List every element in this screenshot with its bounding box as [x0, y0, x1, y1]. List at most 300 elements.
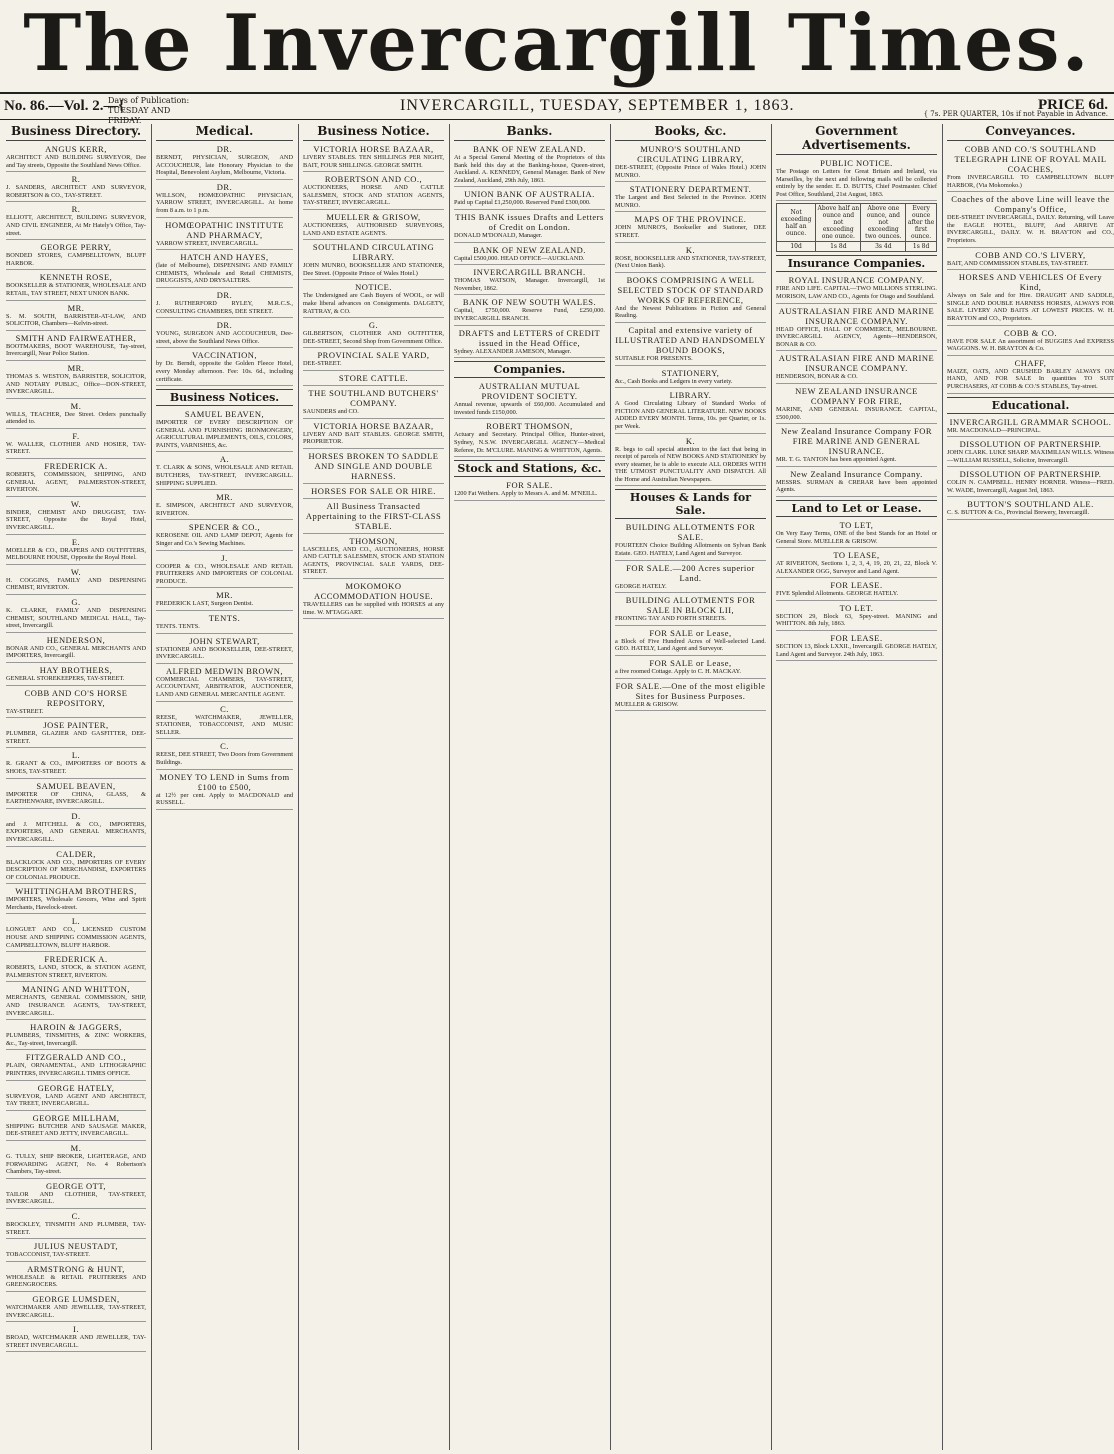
ad-body: Paid up Capital £1,250,000. Reserved Fund £300,000.	[454, 199, 591, 207]
advertisement	[615, 368, 766, 389]
ad-heading: GEORGE OTT,	[45, 1180, 107, 1191]
ad-body: SECTION 29, Block 63, Spey-street. MANING and WHITTON. 8th July, 1863.	[776, 612, 937, 628]
ad-heading: STATIONERY DEPARTMENT.	[629, 184, 752, 195]
ad-body: ARCHITECT AND BUILDING SURVEYOR, Dee and Tay streets, Opposite the Southland News Office.	[6, 154, 146, 169]
advertisement	[156, 144, 293, 180]
ad-heading: AUSTRALIAN MUTUAL PROVIDENT SOCIETY.	[478, 381, 581, 402]
advertisement	[947, 250, 1114, 271]
advertisement	[947, 469, 1114, 497]
ad-heading: TO LET,	[839, 519, 874, 530]
ad-body: FREDERICK LAST, Surgeon Dentist.	[156, 600, 254, 608]
advertisement	[156, 613, 293, 634]
ad-heading: MUELLER & GRISOW,	[326, 211, 421, 222]
section-heading: Companies.	[454, 361, 605, 378]
advertisement	[776, 158, 937, 201]
ad-body: JOHN MUNRO'S, Bookseller and Stationer, DEE STREET.	[615, 224, 766, 239]
column-heading: Business Notice.	[303, 124, 444, 141]
column-1	[2, 124, 150, 1450]
ad-heading: SOUTHLAND CIRCULATING LIBRARY.	[312, 242, 435, 263]
ad-heading: HENDERSON,	[46, 634, 106, 645]
advertisement	[303, 486, 444, 499]
ad-heading: COBB AND CO.'S SOUTHLAND TELEGRAPH LINE OF ROYAL MAIL COACHES,	[954, 144, 1107, 174]
ad-body: BAIT, AND COMMISSION STABLES, TAY-STREET.	[947, 259, 1089, 267]
ad-body: Capital £500,000. HEAD OFFICE—AUCKLAND.	[454, 254, 585, 262]
ad-body: Capital, £750,000. Reserve Fund, £250,000. INVERCARGILL BRANCH.	[454, 307, 605, 322]
ad-body: and J. MITCHELL & CO., IMPORTERS, EXPORTERS, AND GENERAL MERCHANTS, INVERCARGILL.	[6, 820, 146, 843]
advertisement	[6, 431, 146, 459]
column-5	[610, 124, 770, 1450]
section-heading: Insurance Companies.	[776, 255, 937, 272]
ad-heading: R.	[71, 204, 81, 215]
ad-heading: D.	[71, 810, 81, 821]
advertisement	[156, 590, 293, 611]
ad-body: TENTS. TENTS.	[156, 623, 200, 630]
advertisement	[303, 536, 444, 579]
ad-body: REESE, WATCHMAKER, JEWELLER, STATIONER, TOBACCONIST, AND MUSIC SELLER.	[156, 713, 293, 736]
advertisement	[156, 522, 293, 550]
advertisement	[454, 328, 605, 359]
column-heading: Medical.	[156, 124, 293, 141]
advertisement	[6, 1113, 146, 1141]
ad-heading: DRAFTS and LETTERS of CREDIT issued in the Head Office,	[458, 327, 601, 348]
ad-body: Sydney. ALEXANDER JAMESON, Manager.	[454, 347, 572, 355]
ad-body: LASCELLES, AND CO., AUCTIONEERS, HORSE AND CATTLE SALESMEN, STOCK AND STATION AGENTS, PROVINCIAL SALE YARDS, DEE-STREET.	[303, 545, 444, 576]
ad-body: BINDER, CHEMIST AND DRUGGIST, TAY-STREET, Opposite the Royal Hotel, INVERCARGILL.	[6, 508, 146, 532]
ad-heading: ROYAL INSURANCE COMPANY.	[788, 275, 925, 286]
advertisement	[156, 350, 293, 386]
advertisement	[6, 1264, 146, 1292]
advertisement	[454, 189, 605, 210]
ad-heading: BUILDING ALLOTMENTS FOR SALE IN BLOCK LII,	[625, 595, 756, 616]
ad-heading: FOR SALE or Lease,	[649, 658, 732, 669]
ad-heading: UNION BANK OF AUSTRALIA.	[464, 189, 595, 200]
advertisement	[615, 681, 766, 712]
postal-value-cell: 1s 8d	[816, 242, 861, 252]
advertisement	[156, 666, 293, 702]
ad-body: E. SIMPSON, ARCHITECT AND SURVEYOR, RIVERTON.	[156, 502, 293, 517]
advertisement	[303, 282, 444, 318]
section-heading: Business Notices.	[156, 389, 293, 406]
ad-heading: FREDERICK A.	[44, 954, 108, 965]
ad-heading: THOMSON,	[349, 535, 398, 546]
ad-heading: FOR SALE.—One of the most eligible Sites for Business Purposes.	[615, 680, 766, 701]
newspaper-title: The Invercargill Times.	[23, 0, 1091, 89]
issue-date: INVERCARGILL, TUESDAY, SEPTEMBER 1, 1863.	[400, 97, 795, 114]
ad-body: IMPORTERS, Wholesale Grocers, Wine and Spirit Merchants, Havelock-street.	[6, 896, 146, 911]
dateline-bar	[0, 92, 1114, 125]
advertisement	[947, 194, 1114, 247]
ad-heading: VICTORIA HORSE BAZAAR,	[313, 420, 434, 431]
ad-body: COLIN N. CAMPBELL. HENRY HORNER. Witness—FRED. W. WADE, Invercargill, August 3rd, 1863.	[947, 479, 1114, 494]
ad-heading: F.	[72, 430, 80, 441]
postal-header-cell: Every ounce after the first ounce.	[906, 204, 937, 242]
ad-body: COMMERCIAL CHAMBERS, TAY-STREET, ACCOUNTANT, ARBITRATOR, AUCTIONEER, LAND AND GENERAL MERCANTILE AGENT.	[156, 675, 293, 698]
ad-body: AT RIVERTON, Sections 1, 2, 3, 4, 19, 20, 21, 22, Block V. ALEXANDER OGG, Surveyor and Land Agent.	[776, 560, 937, 575]
ad-body: DEE-STREET INVERCARGILL, DAILY. Returning, will Leave the EAGLE HOTEL, BLUFF, And ARRIVE AT INVERCARGILL, DAILY. W. H. BRAYTON and CO., Proprietors.	[947, 214, 1114, 244]
ad-heading: New Zealand Insurance Company FOR FIRE MARINE AND GENERAL INSURANCE.	[780, 426, 933, 457]
ad-heading: MOKOMOKO ACCOMMODATION HOUSE.	[313, 581, 434, 602]
issue-number: No. 86.—Vol. 2.—{	[4, 98, 125, 114]
ad-body: DEE-STREET, (Opposite Prince of Wales Hotel.) JOHN MUNRO.	[615, 164, 766, 179]
ad-heading: KENNETH ROSE,	[39, 272, 113, 283]
ad-body: SURVEYOR, LAND AGENT AND ARCHITECT, TAY TREET, INVERCARGILL.	[6, 1092, 146, 1108]
ad-body: FIRE AND LIFE. CAPITAL—TWO MILLIONS STERLING. MORISON, LAW AND CO., Agents for Otago and Southland.	[776, 285, 937, 300]
ad-body: BONDED STORES, CAMPBELLTOWN, BLUFF HARBOR.	[6, 252, 146, 267]
column-4	[449, 124, 609, 1450]
advertisement	[6, 1052, 146, 1080]
advertisement	[776, 426, 937, 467]
advertisement	[454, 421, 605, 457]
ad-body: PLUMBERS, TINSMITHS, & ZINC WORKERS, &c., Tay-street, Invercargill.	[6, 1032, 146, 1047]
ad-body: HENDERSON, BONAR & CO.	[776, 373, 858, 381]
ad-heading: JULIUS NEUSTADT,	[33, 1241, 119, 1252]
ad-body: a five roomed Cottage. Apply to C. H. MACKAY.	[615, 668, 741, 676]
advertisement	[156, 290, 293, 318]
ad-body: MOELLER & CO., DRAPERS AND OUTFITTERS, MELBOURNE HOUSE, Opposite the Royal Hotel.	[6, 546, 146, 562]
ad-body: by Dr. Berndt, opposite the Golden Fleece Hotel, every Monday afternoon. Fee: 10s. 6d., including certificate.	[156, 360, 293, 383]
ad-heading: GEORGE HATELY,	[37, 1082, 115, 1093]
advertisement	[303, 421, 444, 449]
ad-body: T. CLARK & SONS, WHOLESALE AND RETAIL BUTCHERS, TAY-STREET, INVERCARGILL. SHIPPING SUPPLIED.	[156, 464, 293, 487]
advertisement	[156, 454, 293, 490]
postal-value-cell: 3s 4d	[861, 242, 906, 252]
advertisement	[156, 636, 293, 664]
advertisement	[776, 353, 937, 384]
column-7	[942, 124, 1114, 1450]
ad-heading: HAY BROTHERS,	[39, 664, 113, 675]
ad-body: YOUNG, SURGEON AND ACCOUCHEUR, Dee-street, above the Southland News Office.	[156, 330, 293, 345]
column-heading: Banks.	[454, 124, 605, 141]
ad-heading: GEORGE PERRY,	[40, 242, 112, 253]
ad-heading: MR.	[67, 302, 85, 313]
advertisement	[6, 688, 146, 719]
column-2	[151, 124, 297, 1450]
advertisement	[776, 603, 937, 631]
ad-heading: MUNRO'S SOUTHLAND CIRCULATING LIBRARY,	[637, 144, 744, 164]
advertisement	[303, 174, 444, 210]
ad-heading: COBB & CO.	[1004, 327, 1057, 338]
advertisement	[776, 306, 937, 352]
advertisement	[615, 628, 766, 656]
advertisement	[615, 436, 766, 487]
advertisement	[6, 537, 146, 565]
advertisement	[947, 499, 1114, 520]
ad-heading: L.	[71, 916, 81, 927]
advertisement	[776, 469, 937, 497]
ad-heading: K.	[685, 244, 696, 255]
ad-heading: DISSOLUTION OF PARTNERSHIP.	[959, 469, 1102, 480]
postal-rate-table	[776, 203, 937, 252]
advertisement	[615, 390, 766, 433]
ad-heading: DISSOLUTION OF PARTNERSHIP.	[959, 439, 1102, 450]
ad-heading: BUILDING ALLOTMENTS FOR SALE.	[625, 522, 756, 543]
ad-heading: HORSES BROKEN TO SADDLE AND SINGLE AND DOUBLE HARNESS.	[308, 450, 439, 481]
ad-heading: MR.	[67, 362, 85, 373]
ad-body: GENERAL STOREKEEPERS, TAY-STREET.	[6, 674, 125, 682]
advertisement	[6, 461, 146, 497]
ad-body: AUCTIONEERS, AUTHORISED SURVEYORS, LAND AND ESTATE AGENTS.	[303, 221, 444, 237]
ad-body: ELLIOTT, ARCHITECT, BUILDING SURVEYOR, AND CIVIL ENGINEER, At Mr Hately's Office, Tay-street.	[6, 214, 146, 237]
ad-heading: W.	[70, 566, 82, 577]
ad-body: On Very Easy Terms, ONE of the best Stands for an Hotel or General Store. MUELLER & GRISOW.	[776, 529, 937, 545]
ad-heading: MONEY TO LEND in Sums from £100 to £500,	[159, 771, 290, 792]
ad-heading: G.	[368, 320, 379, 331]
ad-body: COOPER & CO., WHOLESALE AND RETAIL FRUITERERS AND IMPORTERS OF COLONIAL PRODUCE.	[156, 562, 293, 585]
ad-body: BROCKLEY, TINSMITH AND PLUMBER, TAY-STREET.	[6, 1220, 146, 1236]
ad-heading: C.	[220, 703, 229, 714]
ad-heading: PUBLIC NOTICE.	[820, 158, 893, 168]
ad-body: The Postage on Letters for Great Britain and Ireland, via Marseilles, by the next and following mails will be collected entirely by the sender. E. D. BUTTS, Chief Postmaster. Chief Post Office, Southland, 21st August, 1863.	[776, 168, 937, 198]
advertisement	[6, 916, 146, 952]
ad-body: MAIZE, OATS, AND CRUSHED BARLEY ALWAYS ON HAND, AND FOR SALE In quantities TO SUIT PURCHASERS, AT COBB & CO.'S STABLES, Tay-street.	[947, 367, 1114, 390]
advertisement	[6, 750, 146, 778]
ad-heading: INVERCARGILL BRANCH.	[473, 267, 586, 278]
advertisement	[947, 417, 1114, 438]
ad-heading: COBB AND CO.'S LIVERY,	[975, 249, 1086, 260]
advertisement	[6, 849, 146, 885]
postal-header-cell: Above half an ounce and not exceeding one ounce.	[817, 205, 860, 241]
ad-heading: JOHN STEWART,	[189, 635, 260, 646]
ad-body: DEE-STREET.	[303, 360, 342, 368]
ad-body: SECTION 13, Block LXXII., Invercargill. GEORGE HATELY, Land Agent and Surveyor. 24th July, 1863.	[776, 643, 937, 658]
advertisement	[156, 220, 293, 251]
advertisement	[303, 320, 444, 348]
advertisement	[303, 373, 444, 386]
advertisement	[6, 144, 146, 172]
ad-body: J. RUTHERFORD RYLEY, M.R.C.S., CONSULTING CHAMBERS, DEE STREET.	[156, 299, 293, 315]
ad-heading: BANK OF NEW ZEALAND.	[473, 144, 586, 154]
advertisement	[6, 635, 146, 663]
advertisement	[6, 954, 146, 982]
ad-body: And the Newest Publications in Fiction and General Reading.	[615, 304, 766, 320]
ad-heading: FOR LEASE.	[830, 580, 883, 591]
ad-body: Actuary and Secretary. Principal Office, Hunter-street, Sydney, N.S.W. INVERCARGILL AGENCY—Medical Referee, Dr. M'CLURE. MANING & WHITTON, Agents.	[454, 431, 605, 454]
ad-body: IMPORTER OF EVERY DESCRIPTION OF GENERAL AND FURNISHING IRONMONGERY, AGRICULTURAL IMPLEMENTS, OILS, COLORS, PAINTS, VARNISHES, &c.	[156, 419, 293, 449]
advertisement	[776, 520, 937, 548]
ad-heading: ANGUS KERR,	[45, 144, 107, 154]
price: PRICE 6d.	[1037, 97, 1108, 113]
ad-body: BONAR AND CO., GENERAL MERCHANTS AND IMPORTERS, Invercargill.	[6, 644, 146, 660]
ad-heading: DR.	[216, 144, 233, 154]
ad-body: R. begs to call special attention to the fact that being in receipt of parcels of NEW BOOKS AND STATIONERY by every steamer, he is able to execute ALL ORDERS WITH THE UTMOST PUNCTUALITY AND DISPATCH. All the Home and Australian Newspapers.	[615, 445, 766, 483]
ad-heading: TENTS.	[208, 613, 241, 623]
ad-heading: R.	[71, 174, 81, 185]
ad-body: a Block of Five Hundred Acres of Well-selected Land. GEO. HATELY, Land Agent and Surveyor.	[615, 637, 766, 653]
advertisement	[6, 499, 146, 535]
advertisement	[156, 492, 293, 520]
advertisement	[156, 553, 293, 589]
masthead	[0, 0, 1114, 88]
ad-body: MESSRS. SURMAN & CRERAR have been appointed Agents.	[776, 478, 937, 494]
section-heading: Educational.	[947, 397, 1114, 414]
ad-body: J. SANDERS, ARCHITECT AND SURVEYOR, ROBERTSON & CO., TAY-STREET.	[6, 184, 146, 199]
advertisement	[6, 1211, 146, 1239]
ad-body: MR. T. G. TANTON has been appointed Agent.	[776, 456, 897, 464]
column-heading: Books, &c.	[615, 124, 766, 141]
ad-body: BLACKLOCK AND CO., IMPORTERS OF EVERY DESCRIPTION OF MERCHANDISE, EXPORTERS OF COLONIAL PRODUCE.	[6, 858, 146, 881]
ad-heading: SAMUEL BEAVEN,	[184, 409, 265, 420]
ad-body: PLUMBER, GLAZIER AND GASFITTER, DEE-STREET.	[6, 730, 146, 745]
publication-days: Days of Publication: TUESDAY AND FRIDAY.	[108, 96, 190, 125]
ad-body: &c., Cash Books and Ledgers in every variety.	[615, 377, 733, 385]
advertisement	[156, 772, 293, 810]
ad-heading: C.	[220, 741, 229, 752]
ad-body: THOMAS S. WESTON, BARRISTER, SOLICITOR, AND NOTARY PUBLIC, Office—DON-STREET, INVERCARGILL.	[6, 372, 146, 396]
ad-body: Annual revenue, upwards of £60,000. Accumulated and invested funds £150,000.	[454, 401, 605, 416]
ad-heading: STATIONERY,	[661, 367, 720, 378]
advertisement	[776, 550, 937, 578]
advertisement	[454, 267, 605, 295]
advertisement	[6, 1241, 146, 1262]
ad-heading: ALFRED MEDWIN BROWN,	[166, 665, 283, 676]
ad-body: WILLS, TEACHER, Dee Street. Orders punctually attended to.	[6, 410, 146, 426]
ad-body: TRAVELLERS can be supplied with HORSES at any time. W. M'TAGGART.	[303, 601, 444, 616]
ad-body: SHIPPING BUTCHER AND SAUSAGE MAKER, DEE-STREET AND JETTY, INVERCARGILL.	[6, 1122, 146, 1138]
advertisement	[615, 275, 766, 323]
ad-body: WATCHMAKER AND JEWELLER, TAY-STREET, INVERCARGILL.	[6, 1303, 146, 1319]
ad-body: (late of Melbourne), DISPENSING AND FAMILY CHEMISTS, Wholesale and Retail CHEMISTS, DRUGGISTS, AND DRYSALTERS.	[156, 262, 293, 285]
ad-body: S. M. SOUTH, BARRISTER-AT-LAW, AND SOLICITOR, Chambers—Kelvin-street.	[6, 312, 146, 328]
advertisement	[615, 325, 766, 366]
ad-body: W. WALLER, CLOTHIER AND HOSIER, TAY-STREET.	[6, 440, 146, 456]
advertisement	[156, 741, 293, 769]
ad-heading: DR.	[216, 289, 233, 300]
ad-heading: ROBERT THOMSON,	[486, 421, 573, 432]
advertisement	[454, 144, 605, 187]
ad-body: TAILOR AND CLOTHIER, TAY-STREET, INVERCARGILL.	[6, 1190, 146, 1206]
ad-body: ROBERTS, LAND, STOCK, & STATION AGENT, PALMERSTON STREET, RIVERTON.	[6, 964, 146, 979]
ad-heading: COBB AND CO'S HORSE REPOSITORY,	[24, 687, 128, 708]
ad-heading: JOSE PAINTER,	[43, 720, 109, 731]
ad-body: THOMAS WATSON, Manager. Invercargill, 1st November, 1862.	[454, 277, 605, 292]
ad-heading: AUSTRALASIAN FIRE AND MARINE INSURANCE COMPANY.	[778, 305, 935, 326]
ad-heading: GEORGE LUMSDEN,	[32, 1293, 120, 1304]
ad-body: BERNDT, PHYSICIAN, SURGEON, AND ACCOUCHEUR, late Honorary Physician to the Hospital, Benevolent Asylum, Melbourne, Victoria.	[156, 154, 293, 177]
ad-body: SUITABLE FOR PRESENTS.	[615, 354, 693, 362]
ad-heading: DR.	[216, 181, 233, 192]
ad-heading: NOTICE.	[355, 282, 392, 293]
ad-body: A Good Circulating Library of Standard Works of FICTION AND GENERAL LITERATURE. NEW BOOKS ADDED EVERY MONTH. Terms, 10s. per Quarter, or 1s. per Week.	[615, 400, 766, 430]
ad-body: The Largest and Best Selected in the Province. JOHN MUNRO.	[615, 194, 766, 209]
ad-body: GILBERTSON, CLOTHIER AND OUTFITTER, DEE-STREET, Second Shop from Government Office.	[303, 330, 444, 345]
ad-heading: J.	[221, 552, 228, 563]
ad-heading: VACCINATION,	[191, 350, 258, 361]
advertisement	[6, 665, 146, 686]
ad-body: WHOLESALE & RETAIL FRUITERERS AND GREENGROCERS.	[6, 1273, 146, 1289]
advertisement	[947, 439, 1114, 467]
advertisement	[6, 401, 146, 429]
advertisement	[303, 242, 444, 280]
section-heading: Houses & Lands for Sale.	[615, 489, 766, 519]
ad-heading: BOOKS COMPRISING A WELL SELECTED STOCK OF STANDARD WORKS OF REFERENCE,	[617, 274, 764, 305]
advertisement	[947, 358, 1114, 394]
advertisement	[303, 212, 444, 240]
ad-heading: FOR SALE or Lease,	[649, 627, 732, 638]
advertisement	[6, 567, 146, 595]
ad-heading: FOR SALE.	[506, 480, 553, 491]
ad-heading: New Zealand Insurance Company.	[790, 468, 923, 479]
ad-body: SAUNDERS and CO.	[303, 407, 359, 415]
ad-heading: CALDER,	[56, 848, 96, 859]
ad-body: PLAIN, ORNAMENTAL, AND LITHOGRAPHIC PRINTERS, INVERCARGILL TIMES OFFICE.	[6, 1062, 146, 1077]
advertisement	[6, 984, 146, 1020]
advertisement	[6, 886, 146, 914]
ad-body: WILLSON, HOMŒOPATHIC PHYSICIAN, YARROW STREET, INVERCARGILL. At home from 8 a.m. to 1 p.m.	[156, 191, 293, 214]
advertisement	[6, 720, 146, 748]
ad-body: LIVERY AND BAIT STABLES. GEORGE SMITH, PROPRIETOR.	[303, 430, 444, 446]
ad-body: The Undersigned are Cash Buyers of WOOL, or will make liberal advances on Consignments. DALGETY, RATTRAY, & CO.	[303, 292, 444, 315]
ad-body: From INVERCARGILL TO CAMPBELLTOWN BLUFF HARBOR, (Via Mokomoko.)	[947, 174, 1114, 189]
ad-heading: ROBERTSON AND CO.,	[324, 174, 423, 185]
ad-body: BOOKSELLER & STATIONER, WHOLESALE AND RETAIL, TAY STREET, NEXT UNION BANK.	[6, 282, 146, 297]
advertisement	[6, 363, 146, 399]
advertisement	[6, 1143, 146, 1179]
ad-heading: C.	[71, 1210, 81, 1221]
ad-heading: HORSES AND VEHICLES Of Every Kind,	[958, 272, 1103, 293]
ad-heading: M.	[70, 1142, 82, 1153]
advertisement	[6, 1324, 146, 1352]
ad-body: YARROW STREET, INVERCARGILL.	[156, 239, 259, 247]
advertisement	[615, 184, 766, 212]
ad-heading: CHAFF,	[1014, 357, 1047, 368]
postal-value-cell: 10d	[777, 242, 816, 252]
postal-header-cell: Not exceeding half an ounce.	[777, 204, 816, 242]
ad-body: H. COGGINS, FAMILY AND DISPENSING CHEMIST, RIVERTON.	[6, 576, 146, 592]
ad-body: HEAD OFFICE, HALL OF COMMERCE, MELBOURNE. INVERCARGILL AGENCY, Agents—HENDERSON, BONAR & CO.	[776, 325, 937, 348]
ad-body: FOURTEEN Choice Building Allotments on Sylvan Bank Estate. GEO. HATELY, Land Agent and Surveyor.	[615, 542, 766, 558]
section-heading: Stock and Stations, &c.	[454, 460, 605, 477]
advertisement	[454, 212, 605, 243]
ad-heading: TO LET.	[839, 602, 874, 613]
ad-heading: BUTTON'S SOUTHLAND ALE.	[967, 499, 1094, 510]
ad-heading: Coaches of the above Line will leave the Company's Office,	[951, 194, 1110, 215]
ad-body: FRONTING TAY AND FORTH STREETS.	[615, 615, 727, 623]
postal-header-cell: Above one ounce, and not exceeding two ounces.	[861, 204, 906, 242]
ad-heading: AUSTRALASIAN FIRE AND MARINE INSURANCE COMPANY.	[778, 353, 935, 374]
ad-heading: HOMŒOPATHIC INSTITUTE AND PHARMACY,	[165, 219, 284, 240]
ad-body: MERCHANTS, GENERAL COMMISSION, SHIP, AND INSURANCE AGENTS, TAY-STREET, INVERCARGILL.	[6, 994, 146, 1017]
ad-heading: ARMSTRONG & HUNT,	[27, 1263, 125, 1274]
advertisement	[303, 501, 444, 534]
ad-heading: L.	[71, 750, 81, 761]
ad-heading: THIS BANK issues Drafts and Letters of Credit on London.	[455, 211, 604, 232]
ad-heading: FOR LEASE.	[830, 633, 883, 644]
ad-body: LONGUET AND CO., LICENSED CUSTOM HOUSE AND SHIPPING COMMISSION AGENTS, CAMPBELLTOWN, BLUFF HARBOR.	[6, 926, 146, 949]
ad-heading: E.	[71, 536, 81, 547]
column-heading: Business Directory.	[6, 124, 146, 141]
ad-body: GEORGE HATELY.	[615, 582, 667, 590]
section-heading: Land to Let or Lease.	[776, 500, 937, 517]
ad-body: DONALD M'DONALD, Manager.	[454, 231, 543, 239]
ad-heading: HORSES FOR SALE OR HIRE.	[311, 485, 436, 496]
ad-body: IMPORTER OF CHINA, GLASS, & EARTHENWARE, INVERCARGILL.	[6, 790, 146, 806]
columns-container	[0, 124, 1114, 1450]
ad-heading: INVERCARGILL GRAMMAR SCHOOL.	[949, 416, 1112, 427]
ad-body: LIVERY STABLES. TEN SHILLINGS PER NIGHT, BAIT, FOUR SHILLINGS. GEORGE SMITH.	[303, 154, 444, 169]
ad-heading: SMITH AND FAIRWEATHER,	[15, 332, 137, 343]
ad-heading: WHITTINGHAM BROTHERS,	[15, 886, 137, 897]
advertisement	[6, 1083, 146, 1111]
ad-heading: M.	[70, 400, 82, 411]
advertisement	[6, 811, 146, 847]
advertisement	[454, 245, 605, 266]
advertisement	[6, 242, 146, 270]
ad-body: R. GRANT & CO., IMPORTERS OF BOOTS & SHOES, TAY-STREET.	[6, 760, 146, 775]
ad-heading: MR.	[216, 492, 233, 503]
advertisement	[615, 144, 766, 182]
advertisement	[303, 581, 444, 619]
ad-heading: LIBRARY.	[669, 390, 712, 401]
